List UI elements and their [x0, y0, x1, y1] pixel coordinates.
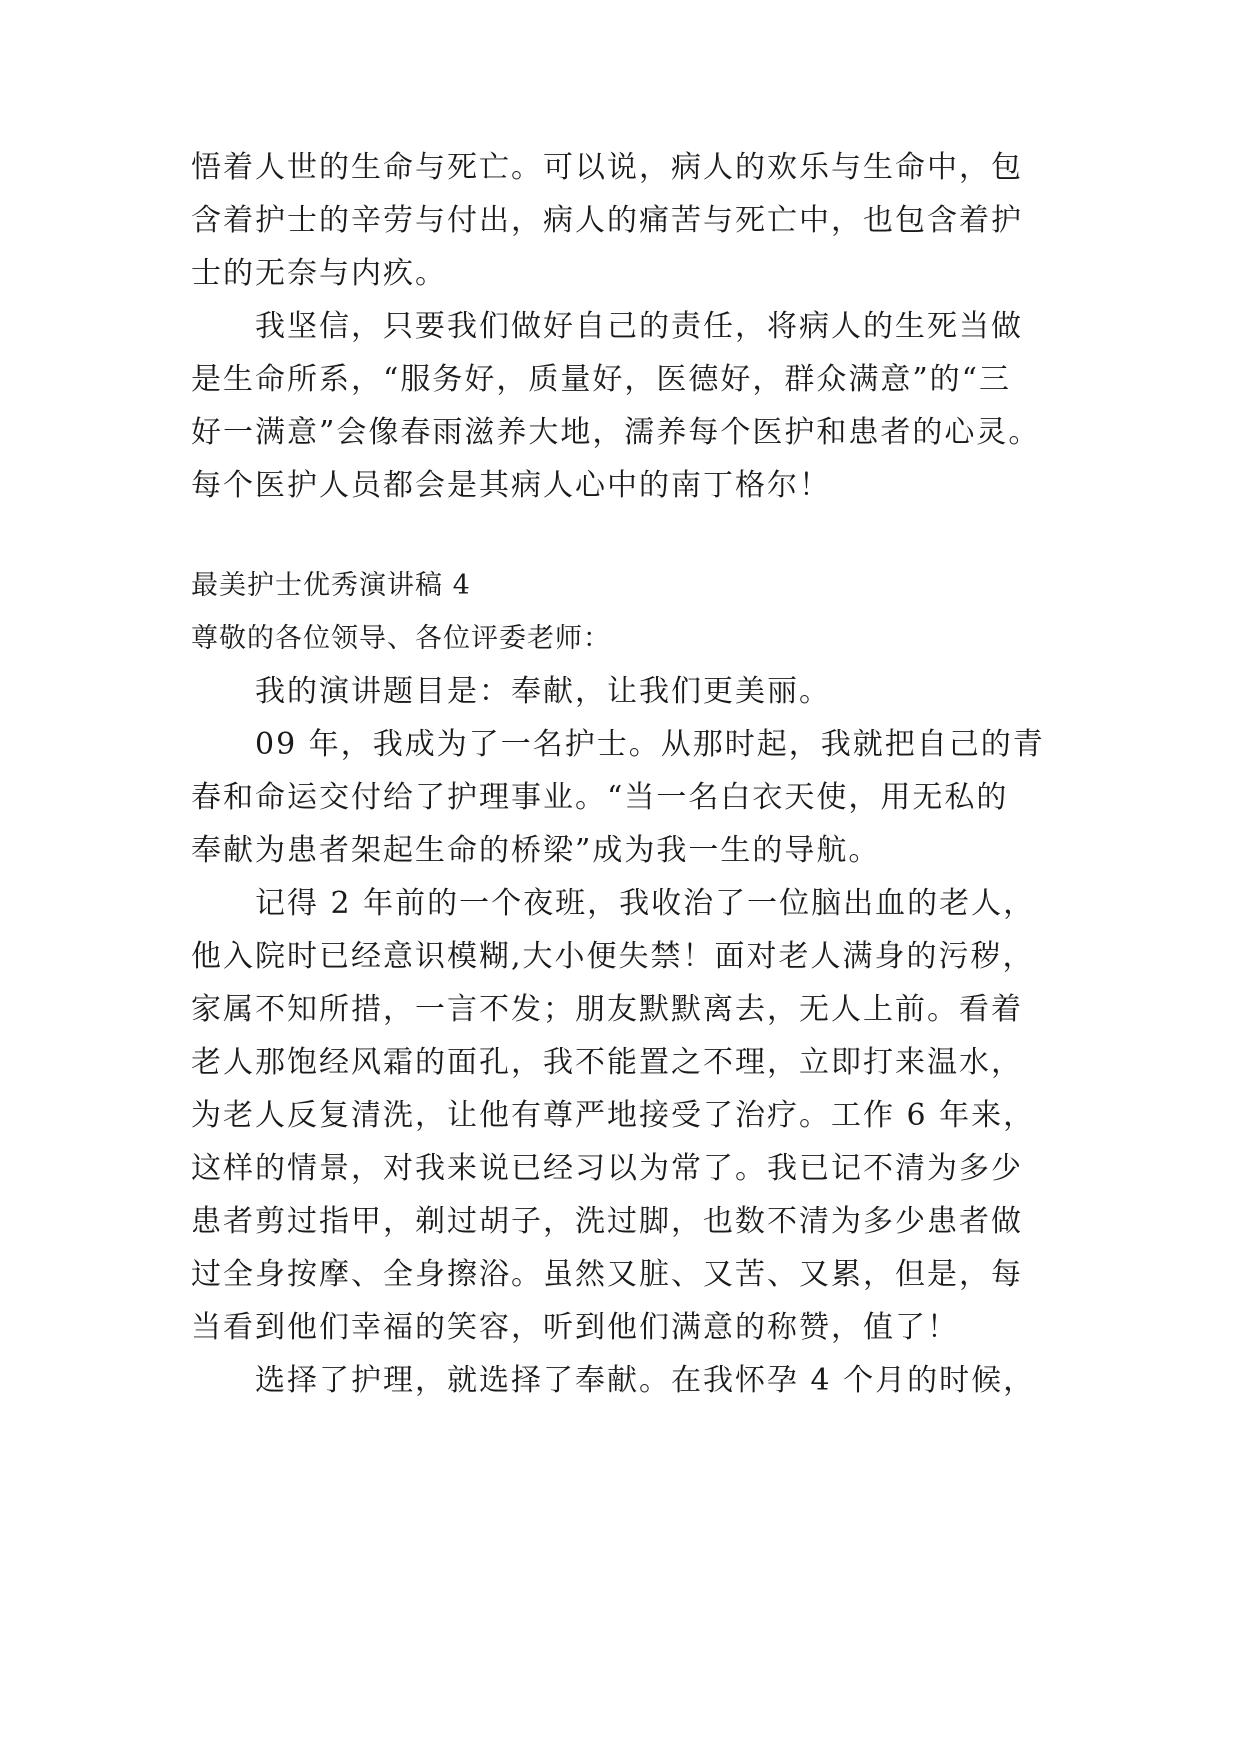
paragraph-2-line-1: 我坚信，只要我们做好自己的责任，将病人的生死当做: [255, 309, 1023, 344]
paragraph-4-line-1: 09 年，我成为了一名护士。从那时起，我就把自己的青: [255, 727, 1045, 762]
paragraph-5-line-9: 当看到他们幸福的笑容，听到他们满意的称赞，值了！: [191, 1310, 959, 1345]
paragraph-5-line-4: 老人那饱经风霜的面孔，我不能置之不理，立即打来温水，: [191, 1045, 1023, 1080]
paragraph-5-line-6: 这样的情景，对我来说已经习以为常了。我已记不清为多少: [191, 1151, 1023, 1186]
paragraph-5-line-5: 为老人反复清洗，让他有尊严地接受了治疗。工作 6 年来，: [191, 1098, 1036, 1133]
paragraph-1-line-3: 士的无奈与内疚。: [191, 256, 447, 291]
paragraph-6-line-1: 选择了护理，就选择了奉献。在我怀孕 4 个月的时候，: [255, 1363, 1036, 1398]
paragraph-3-line-1: 我的演讲题目是：奉献，让我们更美丽。: [255, 674, 831, 709]
paragraph-2-line-3: 好一满意”会像春雨滋养大地，濡养每个医护和患者的心灵。: [191, 415, 1041, 450]
paragraph-2-line-2: 是生命所系，“服务好，质量好，医德好，群众满意”的“三: [191, 362, 1012, 397]
paragraph-1-line-1: 悟着人世的生命与死亡。可以说，病人的欢乐与生命中，包: [191, 150, 1023, 185]
paragraph-5-line-1: 记得 2 年前的一个夜班，我收治了一位脑出血的老人，: [255, 886, 1036, 921]
paragraph-4-line-2: 春和命运交付给了护理事业。“当一名白衣天使，用无私的: [191, 780, 1009, 815]
paragraph-5-line-7: 患者剪过指甲，剃过胡子，洗过脚，也数不清为多少患者做: [191, 1204, 1023, 1239]
paragraph-5-line-2: 他入院时已经意识模糊,大小便失禁！面对老人满身的污秽，: [191, 939, 1035, 974]
paragraph-5-line-3: 家属不知所措，一言不发；朋友默默离去，无人上前。看着: [191, 992, 1023, 1027]
section-title: 最美护士优秀演讲稿 4: [191, 570, 471, 601]
salutation: 尊敬的各位领导、各位评委老师：: [191, 623, 611, 654]
paragraph-2-line-4: 每个医护人员都会是其病人心中的南丁格尔！: [191, 468, 831, 503]
paragraph-4-line-3: 奉献为患者架起生命的桥梁”成为我一生的导航。: [191, 833, 881, 868]
paragraph-5-line-8: 过全身按摩、全身擦浴。虽然又脏、又苦、又累，但是，每: [191, 1257, 1023, 1292]
paragraph-1-line-2: 含着护士的辛劳与付出，病人的痛苦与死亡中，也包含着护: [191, 203, 1023, 238]
